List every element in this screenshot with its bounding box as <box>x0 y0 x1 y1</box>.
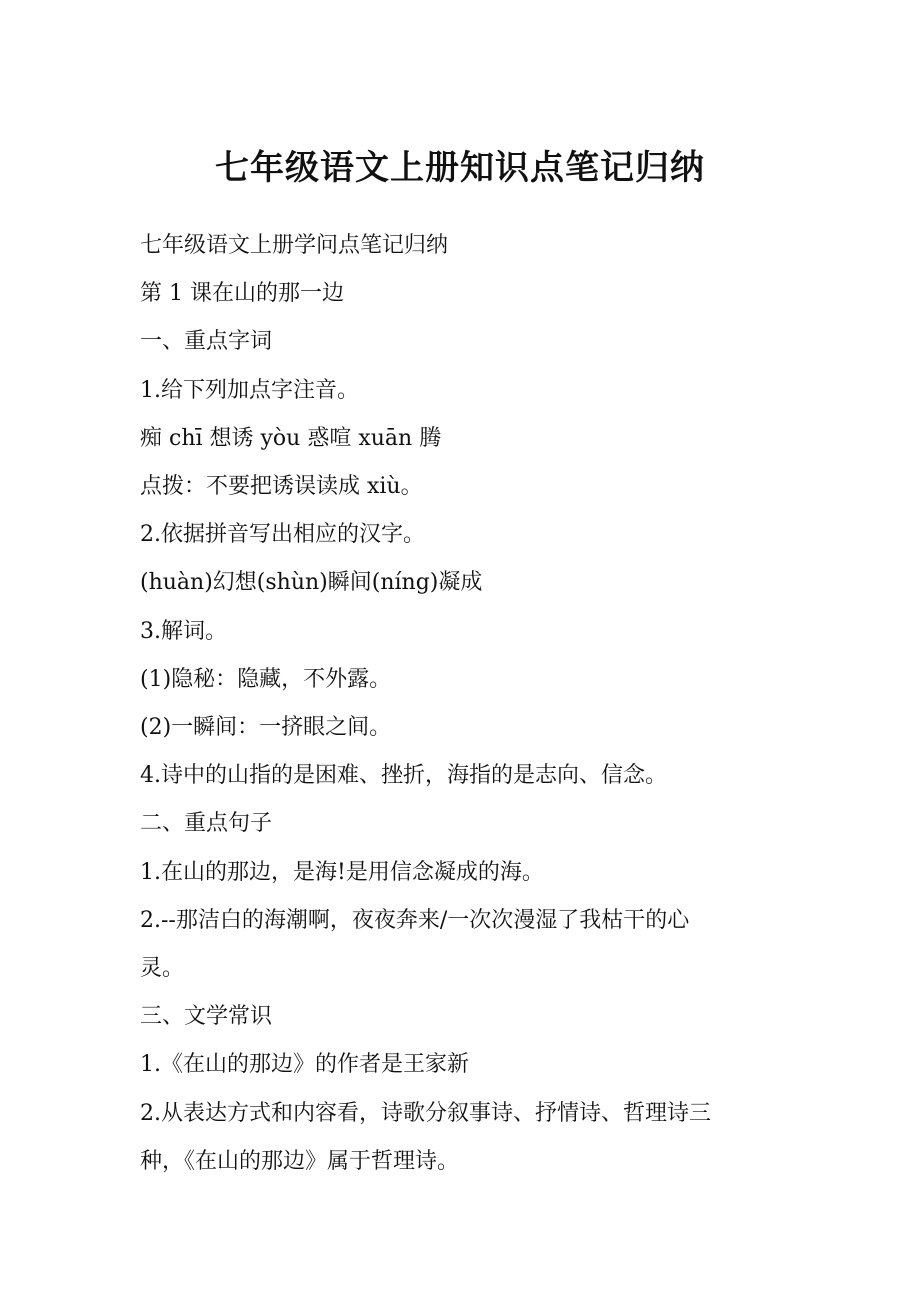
section-heading: 三、文学常识 <box>140 1004 273 1030</box>
section-heading: 一、重点字词 <box>140 329 273 355</box>
text-line: 1.《在山的那边》的作者是王家新 <box>140 1052 469 1078</box>
text-line: 2.--那洁白的海潮啊，夜夜奔来/一次次漫湿了我枯干的心 <box>140 907 690 933</box>
text-line: 1.在山的那边，是海!是用信念凝成的海。 <box>140 859 544 885</box>
text-line: 1.给下列加点字注音。 <box>140 377 359 403</box>
document-body <box>140 222 788 1186</box>
section-heading: 二、重点句子 <box>140 811 273 837</box>
text-line: 点拨：不要把诱误读成 xiù。 <box>140 474 423 500</box>
text-line: 痴 chī 想诱 yòu 惑喧 xuān 腾 <box>140 425 442 451</box>
text-line: (huàn)幻想(shùn)瞬间(níng)凝成 <box>140 570 483 596</box>
text-line: 2.依据拼音写出相应的汉字。 <box>140 522 425 548</box>
text-line: 灵。 <box>140 956 185 982</box>
text-line: (2)一瞬间：一挤眼之间。 <box>140 715 392 741</box>
lesson-heading: 第 1 课在山的那一边 <box>140 281 344 307</box>
text-line: 七年级语文上册学问点笔记归纳 <box>140 233 449 258</box>
text-line: 4.诗中的山指的是困难、挫折，海指的是志向、信念。 <box>140 763 667 789</box>
document-title: 七年级语文上册知识点笔记归纳 <box>215 148 705 188</box>
text-line: 种，《在山的那边》属于哲理诗。 <box>140 1148 460 1174</box>
text-line: (1)隐秘：隐藏，不外露。 <box>140 666 392 692</box>
text-line: 3.解词。 <box>140 618 227 644</box>
text-line: 2.从表达方式和内容看，诗歌分叙事诗、抒情诗、哲理诗三 <box>140 1100 711 1126</box>
